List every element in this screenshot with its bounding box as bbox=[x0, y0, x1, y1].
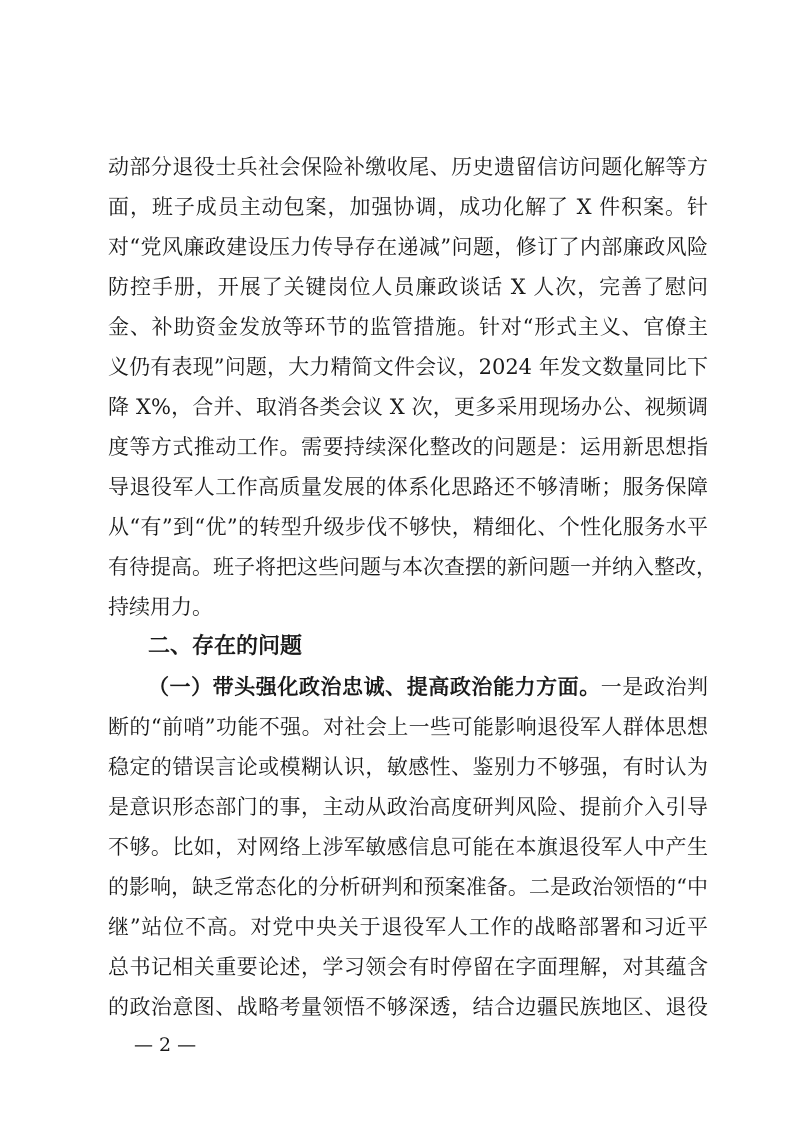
paragraph-1-line-4: 防控手册，开展了关键岗位人员廉政谈话 X 人次，完善了慰问 bbox=[108, 275, 708, 299]
paragraph-1-line-10: 从“有”到“优”的转型升级步伐不够快，精细化、个性化服务水平 bbox=[108, 515, 708, 539]
subsection-first-line bbox=[148, 667, 708, 707]
subsection-first-line-rest: 一是政治判 bbox=[600, 675, 709, 699]
paragraph-2-line-4: 不够。比如，对网络上涉军敏感信息可能在本旗退役军人中产生 bbox=[108, 835, 708, 859]
subsection-lead: （一）带头强化政治忠诚、提高政治能力方面。 bbox=[148, 674, 601, 699]
paragraph-1-line-1: 动部分退役士兵社会保险补缴收尾、历史遗留信访问题化解等方 bbox=[108, 155, 708, 179]
paragraph-1-line-7: 降 X%，合并、取消各类会议 X 次，更多采用现场办公、视频调 bbox=[108, 395, 708, 419]
paragraph-2-line-1: 断的“前哨”功能不强。对社会上一些可能影响退役军人群体思想 bbox=[108, 715, 708, 739]
paragraph-2-line-8: 的政治意图、战略考量领悟不够深透，结合边疆民族地区、退役 bbox=[108, 995, 708, 1019]
paragraph-2-line-5: 的影响，缺乏常态化的分析研判和预案准备。二是政治领悟的“中 bbox=[108, 875, 708, 899]
paragraph-1-line-3: 对“党风廉政建设压力传导存在递减”问题，修订了内部廉政风险 bbox=[108, 235, 708, 259]
paragraph-2-line-3: 是意识形态部门的事，主动从政治高度研判风险、提前介入引导 bbox=[108, 795, 708, 819]
paragraph-1-line-5: 金、补助资金发放等环节的监管措施。针对“形式主义、官僚主 bbox=[108, 315, 708, 339]
paragraph-1-line-11: 有待提高。班子将把这些问题与本次查摆的新问题一并纳入整改， bbox=[108, 555, 717, 579]
page-number: — 2 — bbox=[134, 1034, 197, 1056]
paragraph-1-line-2: 面，班子成员主动包案，加强协调，成功化解了 X 件积案。针 bbox=[108, 195, 708, 219]
section-heading: 二、存在的问题 bbox=[148, 634, 303, 659]
paragraph-1-line-6: 义仍有表现”问题，大力精简文件会议，2024 年发文数量同比下 bbox=[108, 355, 708, 379]
paragraph-1-line-8: 度等方式推动工作。需要持续深化整改的问题是：运用新思想指 bbox=[108, 435, 708, 459]
paragraph-2-line-6: 继”站位不高。对党中央关于退役军人工作的战略部署和习近平 bbox=[108, 915, 708, 939]
paragraph-1-line-12: 持续用力。 bbox=[108, 595, 213, 619]
paragraph-2-line-2: 稳定的错误言论或模糊认识，敏感性、鉴别力不够强，有时认为 bbox=[108, 755, 708, 779]
paragraph-2-line-7: 总书记相关重要论述，学习领会有时停留在字面理解，对其蕴含 bbox=[108, 955, 708, 979]
paragraph-1-line-9: 导退役军人工作高质量发展的体系化思路还不够清晰；服务保障 bbox=[108, 475, 708, 499]
